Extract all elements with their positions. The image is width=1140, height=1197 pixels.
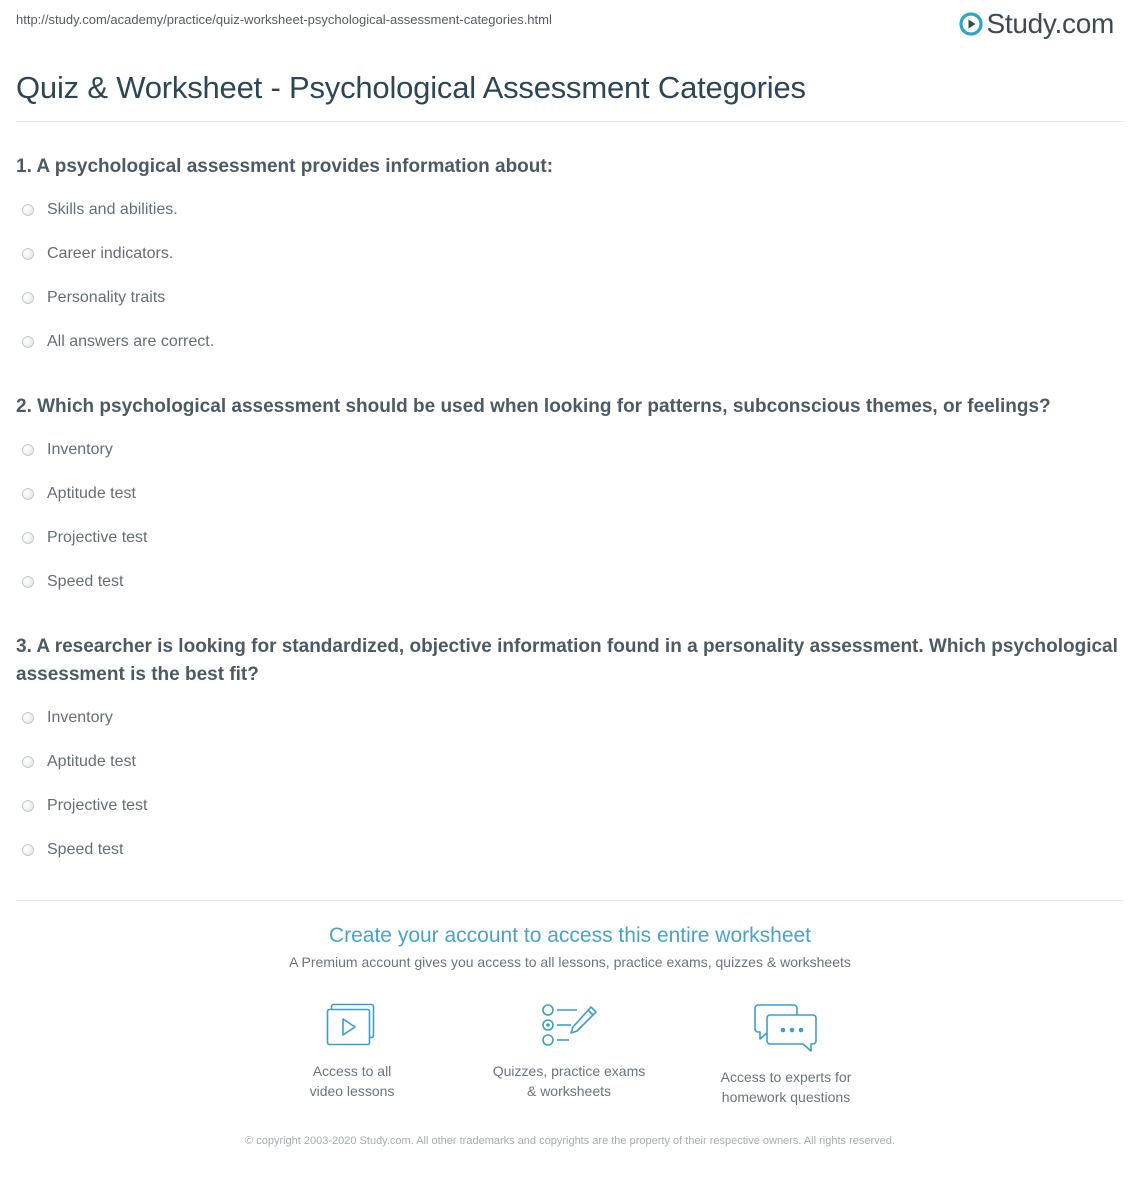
option-label: Skills and abilities.: [47, 201, 178, 218]
option-label: All answers are correct.: [47, 333, 215, 350]
quiz-list-icon: [541, 1003, 597, 1047]
feature-label: Quizzes, practice exams & worksheets: [492, 1063, 646, 1099]
radio-button[interactable]: [22, 576, 34, 588]
q2-option-2[interactable]: [22, 483, 136, 505]
q3-option-2[interactable]: [22, 751, 136, 773]
radio-button[interactable]: [22, 444, 34, 456]
question-3: 3. A researcher is looking for standardized, objective information found in a personality assessment. Which psychological assessment is the best fit?: [16, 636, 1118, 685]
option-label: Projective test: [47, 797, 148, 814]
option-label: Speed test: [47, 573, 124, 590]
option-label: Aptitude test: [47, 485, 136, 502]
radio-button[interactable]: [22, 204, 34, 216]
option-label: Speed test: [47, 841, 124, 858]
radio-button[interactable]: [22, 844, 34, 856]
feature-experts: [686, 1003, 886, 1107]
option-label: Aptitude test: [47, 753, 136, 770]
title-divider: [16, 121, 1124, 122]
radio-button[interactable]: [22, 248, 34, 260]
q2-option-4[interactable]: [22, 571, 124, 593]
video-lessons-icon: [326, 1003, 378, 1047]
radio-button[interactable]: [22, 532, 34, 544]
page-url: http://study.com/academy/practice/quiz-worksheet-psychological-assessment-categories.html: [16, 12, 552, 27]
q1-option-2[interactable]: [22, 243, 173, 265]
option-label: Projective test: [47, 529, 148, 546]
page-title: Quiz & Worksheet - Psychological Assessment Categories: [16, 70, 806, 105]
option-label: Inventory: [47, 709, 113, 726]
q1-option-4[interactable]: [22, 331, 214, 353]
feature-quizzes: [469, 1003, 669, 1101]
logo-text: Study.com: [986, 8, 1114, 39]
feature-video-lessons: [252, 1003, 452, 1101]
study-logo[interactable]: [959, 8, 1115, 40]
q1-option-3[interactable]: [22, 287, 165, 309]
option-label: Career indicators.: [47, 245, 174, 262]
q2-option-3[interactable]: [22, 527, 147, 549]
chat-bubbles-icon: [754, 1003, 818, 1053]
option-label: Inventory: [47, 441, 113, 458]
feature-label: Access to all video lessons: [309, 1063, 395, 1099]
q3-option-4[interactable]: [22, 839, 124, 861]
option-label: Personality traits: [47, 289, 166, 306]
q3-option-3[interactable]: [22, 795, 147, 817]
q2-option-1[interactable]: [22, 439, 113, 461]
question-2: 2. Which psychological assessment should be used when looking for patterns, subconscious themes, or feelings?: [16, 396, 1051, 417]
cta-divider: [16, 900, 1124, 901]
radio-button[interactable]: [22, 292, 34, 304]
cta-subtitle: A Premium account gives you access to all lessons, practice exams, quizzes & worksheets: [289, 954, 851, 970]
create-account-link[interactable]: Create your account to access this entire worksheet: [328, 924, 812, 947]
copyright-notice: © copyright 2003-2020 Study.com. All other trademarks and copyrights are the property of their respective owners. All rights reserved.: [245, 1135, 895, 1147]
radio-button[interactable]: [22, 712, 34, 724]
q1-option-1[interactable]: [22, 199, 178, 221]
q3-option-1[interactable]: [22, 707, 113, 729]
play-circle-icon: [959, 12, 983, 36]
radio-button[interactable]: [22, 800, 34, 812]
radio-button[interactable]: [22, 336, 34, 348]
feature-label: Access to experts for homework questions: [720, 1069, 852, 1105]
question-1: 1. A psychological assessment provides information about:: [16, 156, 554, 177]
radio-button[interactable]: [22, 488, 34, 500]
radio-button[interactable]: [22, 756, 34, 768]
